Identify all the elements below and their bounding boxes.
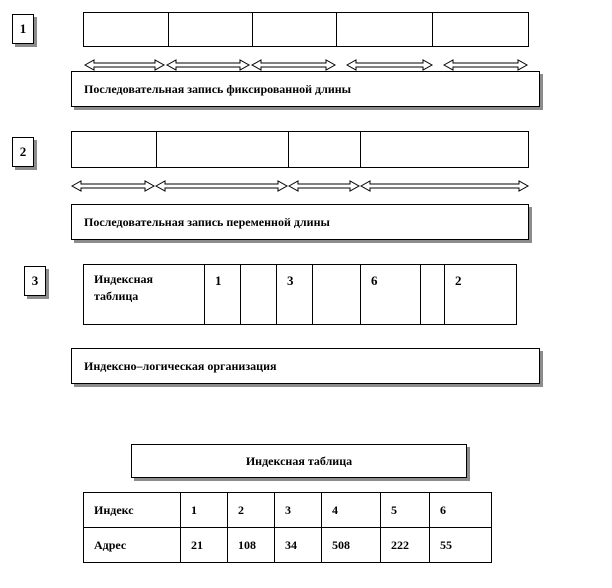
indexed-cell-3: 3 [277,265,313,324]
table-cell: 21 [181,528,228,563]
index-header-line-2: таблица [94,289,139,303]
index-table-header-cell [84,265,205,324]
arrow-fixed-1 [85,60,164,70]
table-cell: 508 [322,528,381,563]
table-cell: 222 [381,528,430,563]
section-1-caption-text: Последовательная запись фиксированной длины [84,81,352,96]
indexed-cell-1: 1 [205,265,241,324]
table-row [84,528,492,563]
arrow-fixed-5 [444,60,527,70]
section-3-number-text: 3 [31,273,39,288]
section-2-caption-text: Последовательная запись переменной длины [84,214,330,229]
indexed-cell-6 [421,265,445,324]
arrow-fixed-2 [167,60,249,70]
index-table-title [131,444,467,478]
arrow-fixed-3 [252,60,335,70]
indexed-cell-7: 2 [455,273,462,288]
section-2-number-text: 2 [19,144,27,159]
table-cell: 4 [322,493,381,528]
index-header-line-1: Индексная [94,272,153,286]
arrow-fixed-4 [347,60,432,70]
row-label-address: Адрес [84,528,181,563]
index-table [83,492,492,563]
arrow-variable-4 [361,181,528,191]
index-table-title-text: Индексная таблица [245,453,353,468]
indexed-cell-2 [241,265,277,324]
section-3-caption [71,348,540,384]
table-cell: 2 [228,493,275,528]
indexed-cell-4 [313,265,361,324]
table-cell: 108 [228,528,275,563]
arrow-variable-1 [72,181,154,191]
arrow-variable-2 [156,181,287,191]
table-row [84,493,492,528]
table-cell: 6 [430,493,492,528]
section-1-number-text: 1 [19,21,27,36]
section-3-number [24,266,46,296]
table-cell: 3 [275,493,322,528]
table-cell: 1 [181,493,228,528]
row-label-index: Индекс [84,493,181,528]
section-3-caption-text: Индексно–логическая организация [84,358,277,373]
indexed-record-strip [83,264,517,325]
indexed-cell-5: 6 [361,265,421,324]
arrow-variable-3 [289,181,359,191]
table-cell: 5 [381,493,430,528]
table-cell: 34 [275,528,322,563]
table-cell: 55 [430,528,492,563]
